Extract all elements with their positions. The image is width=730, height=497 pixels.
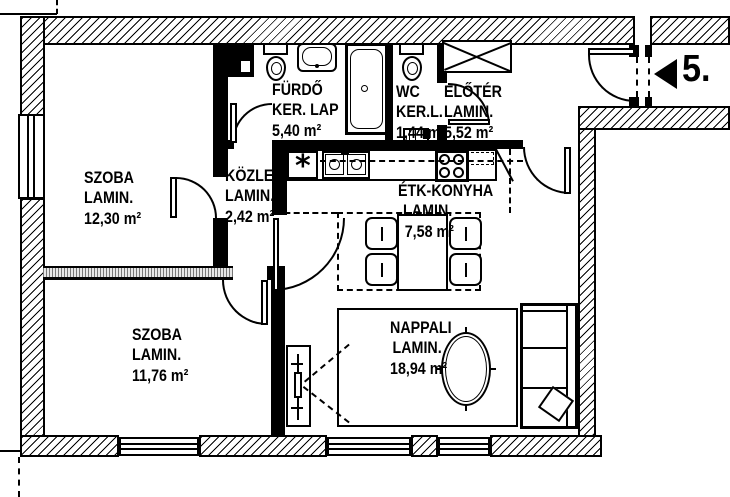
window-bottom-1	[119, 437, 199, 456]
toilet-wc-tank	[399, 43, 424, 55]
room-label-nappali	[390, 318, 452, 379]
room-label-szoba-2	[132, 325, 188, 386]
room-name: SZOBA	[84, 168, 134, 187]
room-floor: LAMIN.	[225, 186, 275, 206]
room-name: KÖZLEK	[225, 166, 284, 185]
kitchen-boundary-dash	[509, 149, 511, 213]
door-leaf-entrance	[588, 48, 635, 55]
room-area: 2,42 m²	[225, 206, 275, 226]
sofa-cushion-line-1	[522, 347, 566, 349]
wall-right	[578, 106, 596, 437]
wall-left-upper	[20, 16, 45, 116]
room-floor: LAMIN.	[132, 345, 182, 365]
room-area: 11,76 m²	[132, 365, 189, 385]
room-area: 1,44 m²	[396, 122, 446, 142]
wall-right-top	[578, 106, 730, 130]
door-swing-furdo	[232, 103, 272, 143]
room-area: 5,52 m²	[444, 122, 494, 142]
dining-chair-2	[365, 253, 398, 286]
room-floor: LAMIN.	[84, 188, 134, 208]
door-leaf-furdo	[230, 103, 237, 143]
kitchen-counter-end	[495, 149, 514, 182]
bathtub-drain	[361, 85, 368, 92]
tv-stand-tick-1	[291, 363, 303, 365]
door-leaf-szoba1	[170, 177, 177, 218]
kozlek-boundary-dash	[275, 212, 337, 214]
sofa-cushion-line-2	[522, 387, 566, 389]
partition-szoba-divider	[43, 266, 233, 280]
room-label-kozlek	[225, 166, 284, 227]
room-area: 7,58 m²	[404, 221, 454, 241]
washing-machine-door	[240, 60, 251, 73]
fridge-symbol: *	[295, 149, 311, 184]
room-area: 18,94 m²	[390, 358, 448, 378]
room-label-eloter	[444, 82, 502, 143]
room-label-szoba-1	[84, 168, 141, 229]
room-label-wc	[396, 82, 445, 143]
wall-top-right	[650, 16, 730, 45]
door-swing-eloter	[523, 147, 570, 194]
entrance-arrow	[654, 59, 677, 89]
window-bottom-3	[438, 437, 490, 456]
wall-top	[20, 16, 635, 45]
room-floor: KER.L.	[396, 102, 443, 122]
boundary-line-top	[0, 13, 57, 15]
room-name: WC	[396, 82, 420, 101]
room-name: FÜRDŐ	[272, 80, 323, 99]
toilet-bathroom-bowl-inner	[271, 62, 282, 75]
boundary-line-bottom	[0, 450, 20, 452]
tv-stand-tick-2	[291, 407, 303, 409]
dining-chair-4	[449, 253, 482, 286]
window-left-glazing-2	[33, 116, 35, 197]
room-floor: LAMIN.	[392, 338, 442, 358]
room-label-furdo	[272, 80, 339, 141]
door-leaf-eloter	[564, 147, 571, 194]
wall-bottom-2	[199, 435, 327, 457]
oval-tick-right	[489, 368, 496, 370]
window-bottom-3-glazing-1	[440, 443, 488, 445]
room-floor: KER. LAP	[272, 100, 339, 120]
dining-chair-1	[365, 217, 398, 250]
window-bottom-2-glazing-1	[329, 443, 409, 445]
stove-burner-3	[439, 167, 450, 178]
unit-number: 5.	[682, 48, 711, 90]
room-name: ELŐTÉR	[444, 82, 502, 101]
sofa-arm	[522, 310, 566, 312]
door-swing-szoba1	[176, 177, 217, 218]
boundary-dash-top	[56, 0, 58, 14]
kitchen-sink-tap	[341, 149, 349, 155]
room-floor: LAMIN.	[444, 102, 494, 122]
window-bottom-2	[327, 437, 411, 456]
stove-burner-4	[453, 167, 464, 178]
door-swing-kozlek	[272, 218, 345, 291]
window-bottom-1-glazing-1	[121, 443, 197, 445]
toilet-wc-bowl-inner	[407, 62, 418, 75]
oval-tick-bottom	[465, 404, 467, 411]
boundary-dash-bottom	[18, 457, 20, 497]
entrance-reveal-right	[648, 57, 650, 97]
toilet-bathroom-tank	[263, 43, 288, 55]
wall-bottom-4	[490, 435, 602, 457]
entrance-jamb-4	[645, 97, 652, 108]
room-name: NAPPALI	[390, 318, 452, 337]
window-bottom-3-glazing-2	[440, 448, 488, 450]
door-leaf-kozlek	[273, 218, 279, 291]
wall-bottom-3	[411, 435, 438, 457]
room-area: 12,30 m²	[84, 208, 142, 228]
kitchen-counter-dashed-box	[466, 152, 494, 165]
room-name: SZOBA	[132, 325, 182, 344]
oval-tick-top	[465, 327, 467, 334]
washbasin-drain	[315, 64, 319, 68]
door-leaf-szoba2	[261, 280, 268, 325]
room-area: 5,40 m²	[272, 120, 322, 140]
wall-left-lower	[20, 198, 45, 457]
window-bottom-1-glazing-2	[121, 448, 197, 450]
room-label-etk-konyha	[398, 181, 493, 242]
entrance-jamb-2	[645, 45, 652, 57]
door-swing-entrance	[588, 55, 635, 102]
wall-bottom-1	[20, 435, 119, 457]
partition-szoba2-nappali	[271, 280, 285, 437]
window-left-glazing-1	[27, 116, 29, 197]
window-left	[18, 114, 45, 199]
room-floor: LAMIN.	[403, 201, 453, 221]
entrance-reveal-left	[636, 57, 638, 97]
tv	[294, 372, 302, 398]
room-name: ÉTK-KONYHA	[398, 181, 494, 200]
window-bottom-2-glazing-2	[329, 448, 409, 450]
